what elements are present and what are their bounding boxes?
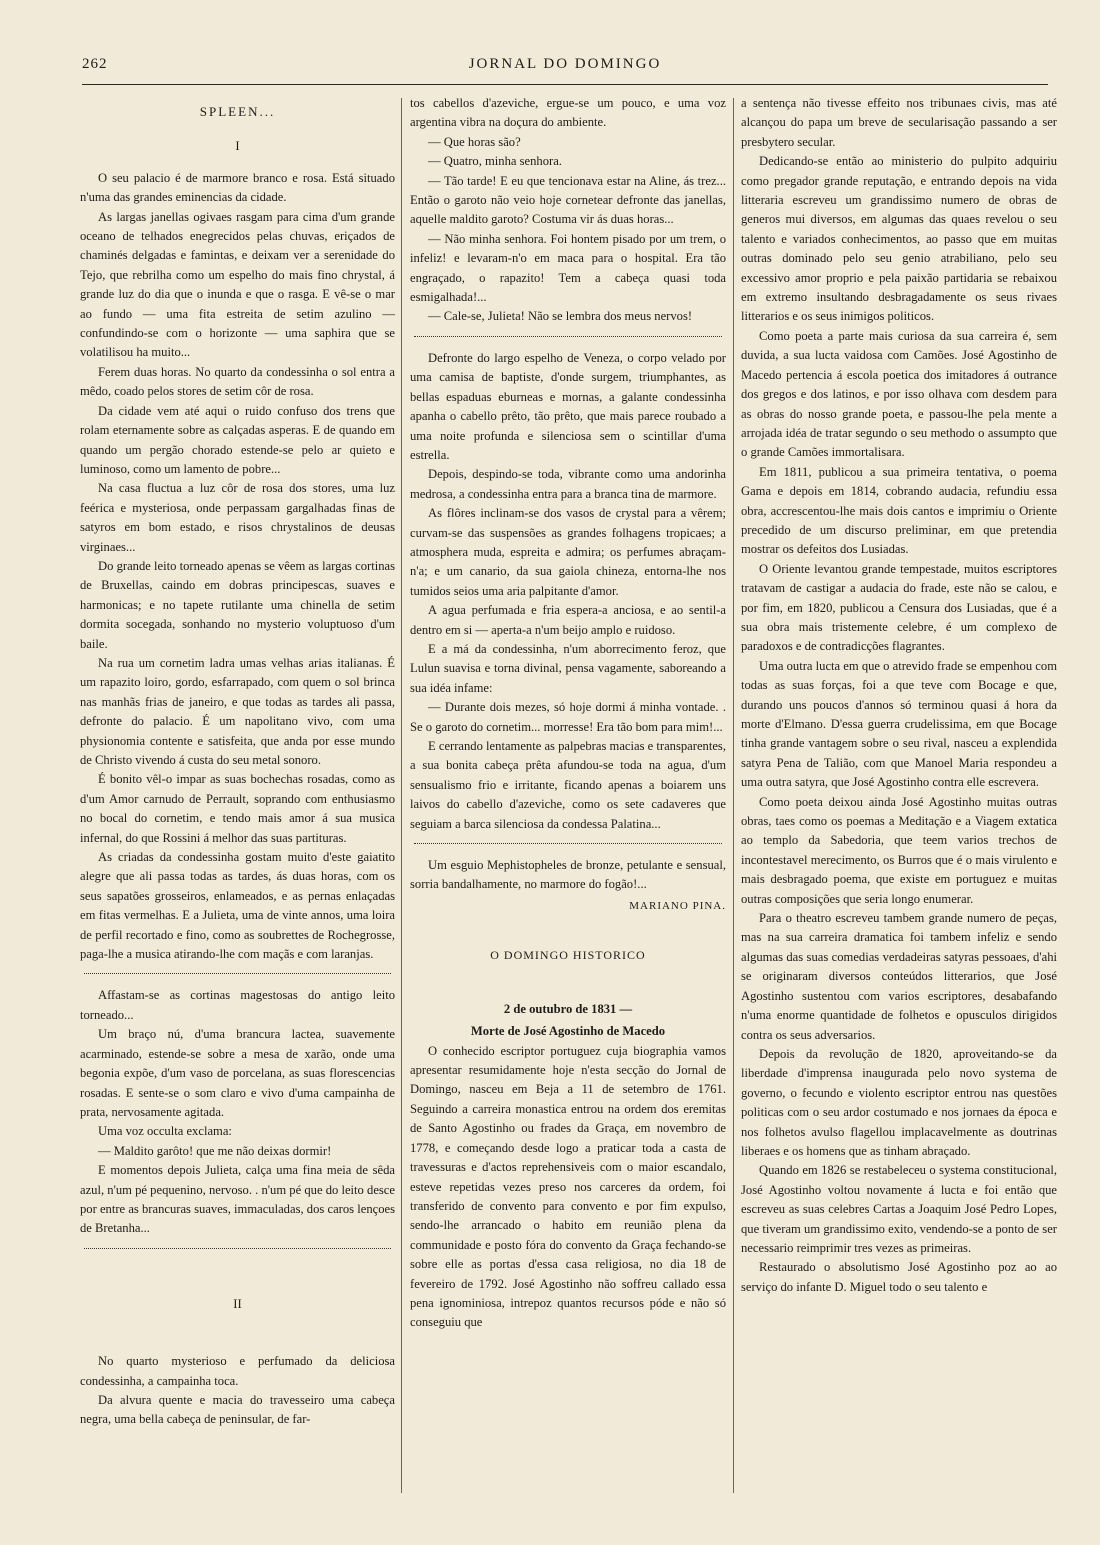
column-divider (401, 98, 402, 1493)
article-subtitle: 2 de outubro de 1831 — (503, 1001, 633, 1016)
paragraph-group (410, 349, 726, 834)
paragraph: O conhecido escriptor portuguez cuja biographia vamos apresentar resumidamente hoje n'esta secção do Jornal de Domingo, nasceu em Beja a 11 de setembro de 1761. Seguindo a carreira monastica entrou na ordem dos eremitas de Santo Agostinho ou frades da Graça, em novembro de 1778, e começando desde logo a praticar toda a casta de travessuras e d'actos reprehensiveis com o maior escandalo, esteve repetidas vezes preso nos carceres da ordem, foi transferido de convento para convento e por fim expulso, sendo-lhe arrancado o habito em reunião plena da communidade e posto fóra do convento da Graça fechando-se sobre elle as portas d'essa casa religiosa, no dia 18 de fevereiro de 1792. José Agostinho não soffreu callado essa pena ignominiosa, intrepoz quantos recursos póde e não só conseguiu que (410, 1043, 726, 1330)
paragraph: Na casa fluctua a luz côr de rosa dos stores, uma luz feérica e mysteriosa, onde perpassam gargalhadas finas de satyros em bom estado, e risos chrystalinos de deusas virginaes... (80, 481, 395, 554)
paragraph-group (410, 1042, 726, 1333)
paragraph-group (410, 856, 726, 895)
paragraph: Em 1811, publicou a sua primeira tentativa, o poema Gama e depois em 1814, cobrando audacia, refundiu essa obra, accrescentou-lhe mais dois cantos e imprimiu o Oriente precedido de um discurso preliminar, em que pretendia mostrar os defeitos dos Lusiadas. (741, 464, 1057, 557)
paragraph: Da cidade vem até aqui o ruido confuso dos trens que rolam eternamente sobre as calçadas asperas. E de quando em quando um pergão chorado estende-se pelo ar quieto e luminoso, como um lamento de pobre... (80, 403, 395, 476)
part-number: I (235, 139, 240, 154)
paragraph: O seu palacio é de marmore branco e rosa. Está situado n'uma das grandes eminencias da cidade. (80, 170, 395, 205)
paragraph: — Que horas são? (428, 134, 521, 149)
paragraph: Uma voz occulta exclama: (98, 1124, 232, 1139)
column-divider (733, 98, 734, 1493)
paragraph: — Cale-se, Julieta! Não se lembra dos meus nervos! (428, 309, 693, 324)
page-header (82, 56, 1048, 80)
paragraph: Uma outra lucta em que o atrevido frade se empenhou com todas as suas forças, foi a que teve com Bocage e que, durando uns poucos d'annos só terminou quasi á hora da morte d'Elmano. D'essa guerra crudelissima, em que Bocage tinha grande vantagem sobre o seu rival, nasceu a explendida satyra Pena de Talião, com que Manoel Maria respondeu a uma outra satyra, que José Agostinho contra elle escrevera. (741, 658, 1057, 790)
paragraph: As flôres inclinam-se dos vasos de crystal para a vêrem; curvam-se das suspensões as grandes folhagens tropicaes; a atmosphera muda, espreita e admira; os perfumes abraçam-n'a; e um canario, da sua gaiola chineza, entorna-lhe nos tumidos seios uma aria palpitante d'amor. (410, 506, 726, 598)
page-number: 262 (82, 56, 108, 72)
masthead: JORNAL DO DOMINGO (468, 56, 662, 72)
paragraph-group (80, 1352, 395, 1430)
paragraph-group (410, 94, 726, 327)
paragraph: Como poeta a parte mais curiosa da sua carreira é, sem duvida, a sua lucta vaidosa com Camões. José Agostinho de Macedo pertencia á escola poetica dos imitadores á outrance dos gregos e dos latinos, e por isso olhava com desdem para as obras do nosso grande poeta, e passou-lhe pela mente a arrojada idéa de tratar segundo o seu methodo o assumpto que o grande Camões immortalisara. (741, 328, 1057, 460)
article-subtitle: Morte de José Agostinho de Macedo (470, 1023, 666, 1038)
paragraph: — Maldito garôto! que me não deixas dormir! (98, 1143, 332, 1158)
article-title: SPLEEN... (199, 104, 276, 119)
paragraph: a sentença não tivesse effeito nos tribunaes civis, mas até alcançou do papa um breve de secularisação passando a ser presbytero secular. (741, 96, 1057, 149)
dotted-separator (84, 1248, 391, 1249)
paragraph-group (741, 94, 1057, 1297)
paragraph: — Durante dois mezes, só hoje dormi á minha vontade. . Se o garoto do cornetim... morresse! Era tão bom para mim!... (410, 700, 726, 734)
paragraph: — Quatro, minha senhora. (428, 154, 562, 169)
paragraph: Do grande leito torneado apenas se vêem as largas cortinas de Bruxellas, caindo em dobras principescas, suaves e harmonicas; e no tapete rutilante uma chinella de setim dormita socegada, sonhando no mysterio voluptuoso d'um baile. (80, 558, 395, 651)
paragraph: Restaurado o absolutismo José Agostinho poz ao ao serviço do infante D. Miguel todo o seu talento e (741, 1260, 1057, 1294)
dotted-separator (414, 336, 722, 337)
paragraph: As largas janellas ogivaes rasgam para cima d'um grande oceano de telhados enegrecidos pelas chuvas, eriçados de chaminés delgadas e famintas, e deixam ver a serenidade do Tejo, que rebrilha como um espelho do mais fino chrystal, á grande luz do dia que o inunda e que o rasga. E vê-se o mar ao fundo — uma fita estreita de setim azulino — confundindo-se com o horizonte — uma saphira que se volatilisou ha muito... (80, 209, 395, 360)
part-number: II (233, 1296, 242, 1311)
paragraph: Da alvura quente e macia do travesseiro uma cabeça negra, uma bella cabeça de peninsular, de far- (80, 1392, 395, 1427)
author-signature: MARIANO PINA. (629, 899, 726, 912)
paragraph: E momentos depois Julieta, calça uma fina meia de sêda azul, n'um pé pequenino, nervoso. . n'um pé que do leito desce por entre as brancuras suaves, immaculadas, dos caros lençoes de Bretanha... (80, 1163, 395, 1236)
paragraph: A agua perfumada e fria espera-a anciosa, e ao sentil-a dentro em si — aperta-a n'um beijo amplo e ruidoso. (410, 603, 726, 637)
paragraph: E cerrando lentamente as palpebras macias e transparentes, a sua bonita cabeça prêta afundou-se toda na agua, d'um sensualismo frio e irritante, ficando apenas a boiarem uns laivos do cabello d'azeviche, como os sete cadaveres que seguiam a barca silenciosa da condessa Palatina... (410, 739, 726, 831)
paragraph: Na rua um cornetim ladra umas velhas arias italianas. É um rapazito loiro, gordo, esfarrapado, com quem o sol brinca nas manhãs frias de janeiro, e que todas as tardes ali passa, defronte do palacio. É um napolitano vivo, com uma physionomia contente e satisfeita, que anda por esse mundo de Christo vivendo á custa do seu metal sonoro. (80, 655, 395, 767)
paragraph: Um braço nú, d'uma brancura lactea, suavemente acarminado, estende-se sobre a mesa de xarão, onde uma begonia expõe, d'um vaso de porcelana, as suas florescencias rosadas. E sente-se o som claro e vivo d'uma campainha de prata, nervosamente agitada. (80, 1027, 395, 1119)
paragraph: Depois da revolução de 1820, aproveitando-se da liberdade d'imprensa inaugurada pelo novo systema de governo, o fecundo e violento escriptor entrou nas questões politicas com o seu ardor costumado e nos jornaes da época e nos folhetos avulso flagellou implacavelmente as doutrinas liberaes e os homens que as tinham abraçado. (741, 1046, 1057, 1158)
paragraph: Ferem duas horas. No quarto da condessinha o sol entra a mêdo, coado pelos stores de setim côr de rosa. (80, 364, 395, 399)
paragraph: No quarto mysterioso e perfumado da deliciosa condessinha, a campainha toca. (80, 1354, 395, 1388)
paragraph: As criadas da condessinha gostam muito d'este gaiatito alegre que ali passa todas as tardes, ás duas horas, com os seus sapatões grosseiros, enlameados, e as pernas enlaçadas em fitas vermelhas. E a Julieta, uma de vinte annos, uma loira de perfil recortado e fino, como as soubrettes de Rochegrosse, paga-lhe a musica atirando-lhe com maçãs e com laranjas. (80, 850, 395, 962)
column-2 (410, 94, 726, 1333)
paragraph-group (80, 169, 395, 965)
paragraph: O Oriente levantou grande tempestade, muitos escriptores tratavam de castigar a audacia do frade, este não se calou, e por fim, em 1820, publicou a Censura dos Lusiadas, que é a sua obra mais tristemente celebre, é um complexo de paradoxos e de contradicções flagrantes. (741, 561, 1057, 654)
paragraph: Quando em 1826 se restabeleceu o systema constitucional, José Agostinho voltou novamente á lucta e foi então que escreveu as suas celebres Cartas a Joaquim José Pedro Lopes, que tiveram um grandissimo exito, vendendo-se a ponto de ser necessario reimprimir tres vezes as primeiras. (741, 1163, 1057, 1255)
paragraph: Affastam-se as cortinas magestosas do antigo leito torneado... (80, 988, 395, 1022)
section-title: O DOMINGO HISTORICO (490, 948, 646, 963)
dotted-separator (414, 843, 722, 844)
paragraph: — Não minha senhora. Foi hontem pisado por um trem, o infeliz! e levaram-n'o em maca para o hospital. Era tão engraçado, o rapazito! Tem a cabeça quasi toda esmigalhada!... (410, 231, 726, 305)
paragraph: tos cabellos d'azeviche, ergue-se um pouco, e uma voz argentina vibra na doçura do ambiente. (410, 96, 726, 130)
header-rule (82, 84, 1048, 85)
paragraph: Como poeta deixou ainda José Agostinho muitas outras obras, taes como os poemas a Meditação e a Viagem extatica ao templo da Sabedoria, que teem varios trechos de incontestavel merecimento, os Burros que é o mais virulento e mais desbragado poema, que existe em portuguez e muitas outras composições que seria longo enumerar. (741, 794, 1057, 906)
paragraph: E a má da condessinha, n'um aborrecimento feroz, que Lulun suavisa e torna divinal, pensa vagamente, saboreando a sua idéa infame: (410, 641, 726, 695)
paragraph: Depois, despindo-se toda, vibrante como uma andorinha medrosa, a condessinha entra para a branca tina de marmore. (410, 467, 726, 501)
column-1 (80, 94, 395, 1430)
paragraph: Dedicando-se então ao ministerio do pulpito adquiriu como pregador grande reputação, e entrando depois na vida litteraria escreveu um grandissimo numero de obras de generos mui diversos, em algumas das quaes revelou o seu talento e variados conhecimentos, ao passo que em muitas outras dominado pelo seu genio atrabiliano, pelo seu excessivo amor proprio e pela paixão partidaria se rebaixou em extremo insultando desbragadamente os seus rivaes litterarios e os seus inimigos politicos. (741, 154, 1057, 324)
paragraph: Para o theatro escreveu tambem grande numero de peças, mas na sua carreira dramatica foi tambem infeliz e sendo algumas das suas comedias verdadeiras satyras pessoaes, d'ahi se originaram diversos conteúdos litterarios, que José Agostinho sustentou com varios escriptores, desabafando n'uma enorme quantidade de folhetos e opusculos dirigidos contra os seus adversarios. (741, 911, 1057, 1042)
paragraph: Defronte do largo espelho de Veneza, o corpo velado por uma camisa de baptiste, d'onde surgem, triumphantes, as bellas espaduas eburneas e mornas, a galante condessinha apanha o cabello prêto, tão prêto, que mais parece roubado a uma noite profunda e silenciosa sem o scintillar d'uma estrella. (410, 350, 726, 462)
paragraph: Um esguio Mephistopheles de bronze, petulante e sensual, sorria bandalhamente, no marmore do fogão!... (410, 858, 726, 892)
dotted-separator (84, 973, 391, 974)
column-3 (741, 94, 1057, 1297)
paragraph: — Tão tarde! E eu que tencionava estar na Aline, ás trez... Então o garoto não veio hoje cornetear defronte das janellas, aquelle maldito garoto? Costuma vir ás duas horas... (410, 173, 726, 227)
paragraph: É bonito vêl-o impar as suas bochechas rosadas, como as d'um Amor carnudo de Perrault, soprando com enthusiasmo no bocal do cornetim, e tendo mais amor á sua musica infernal, do que Rossini á melhor das suas partituras. (80, 772, 395, 845)
paragraph-group (80, 986, 395, 1238)
